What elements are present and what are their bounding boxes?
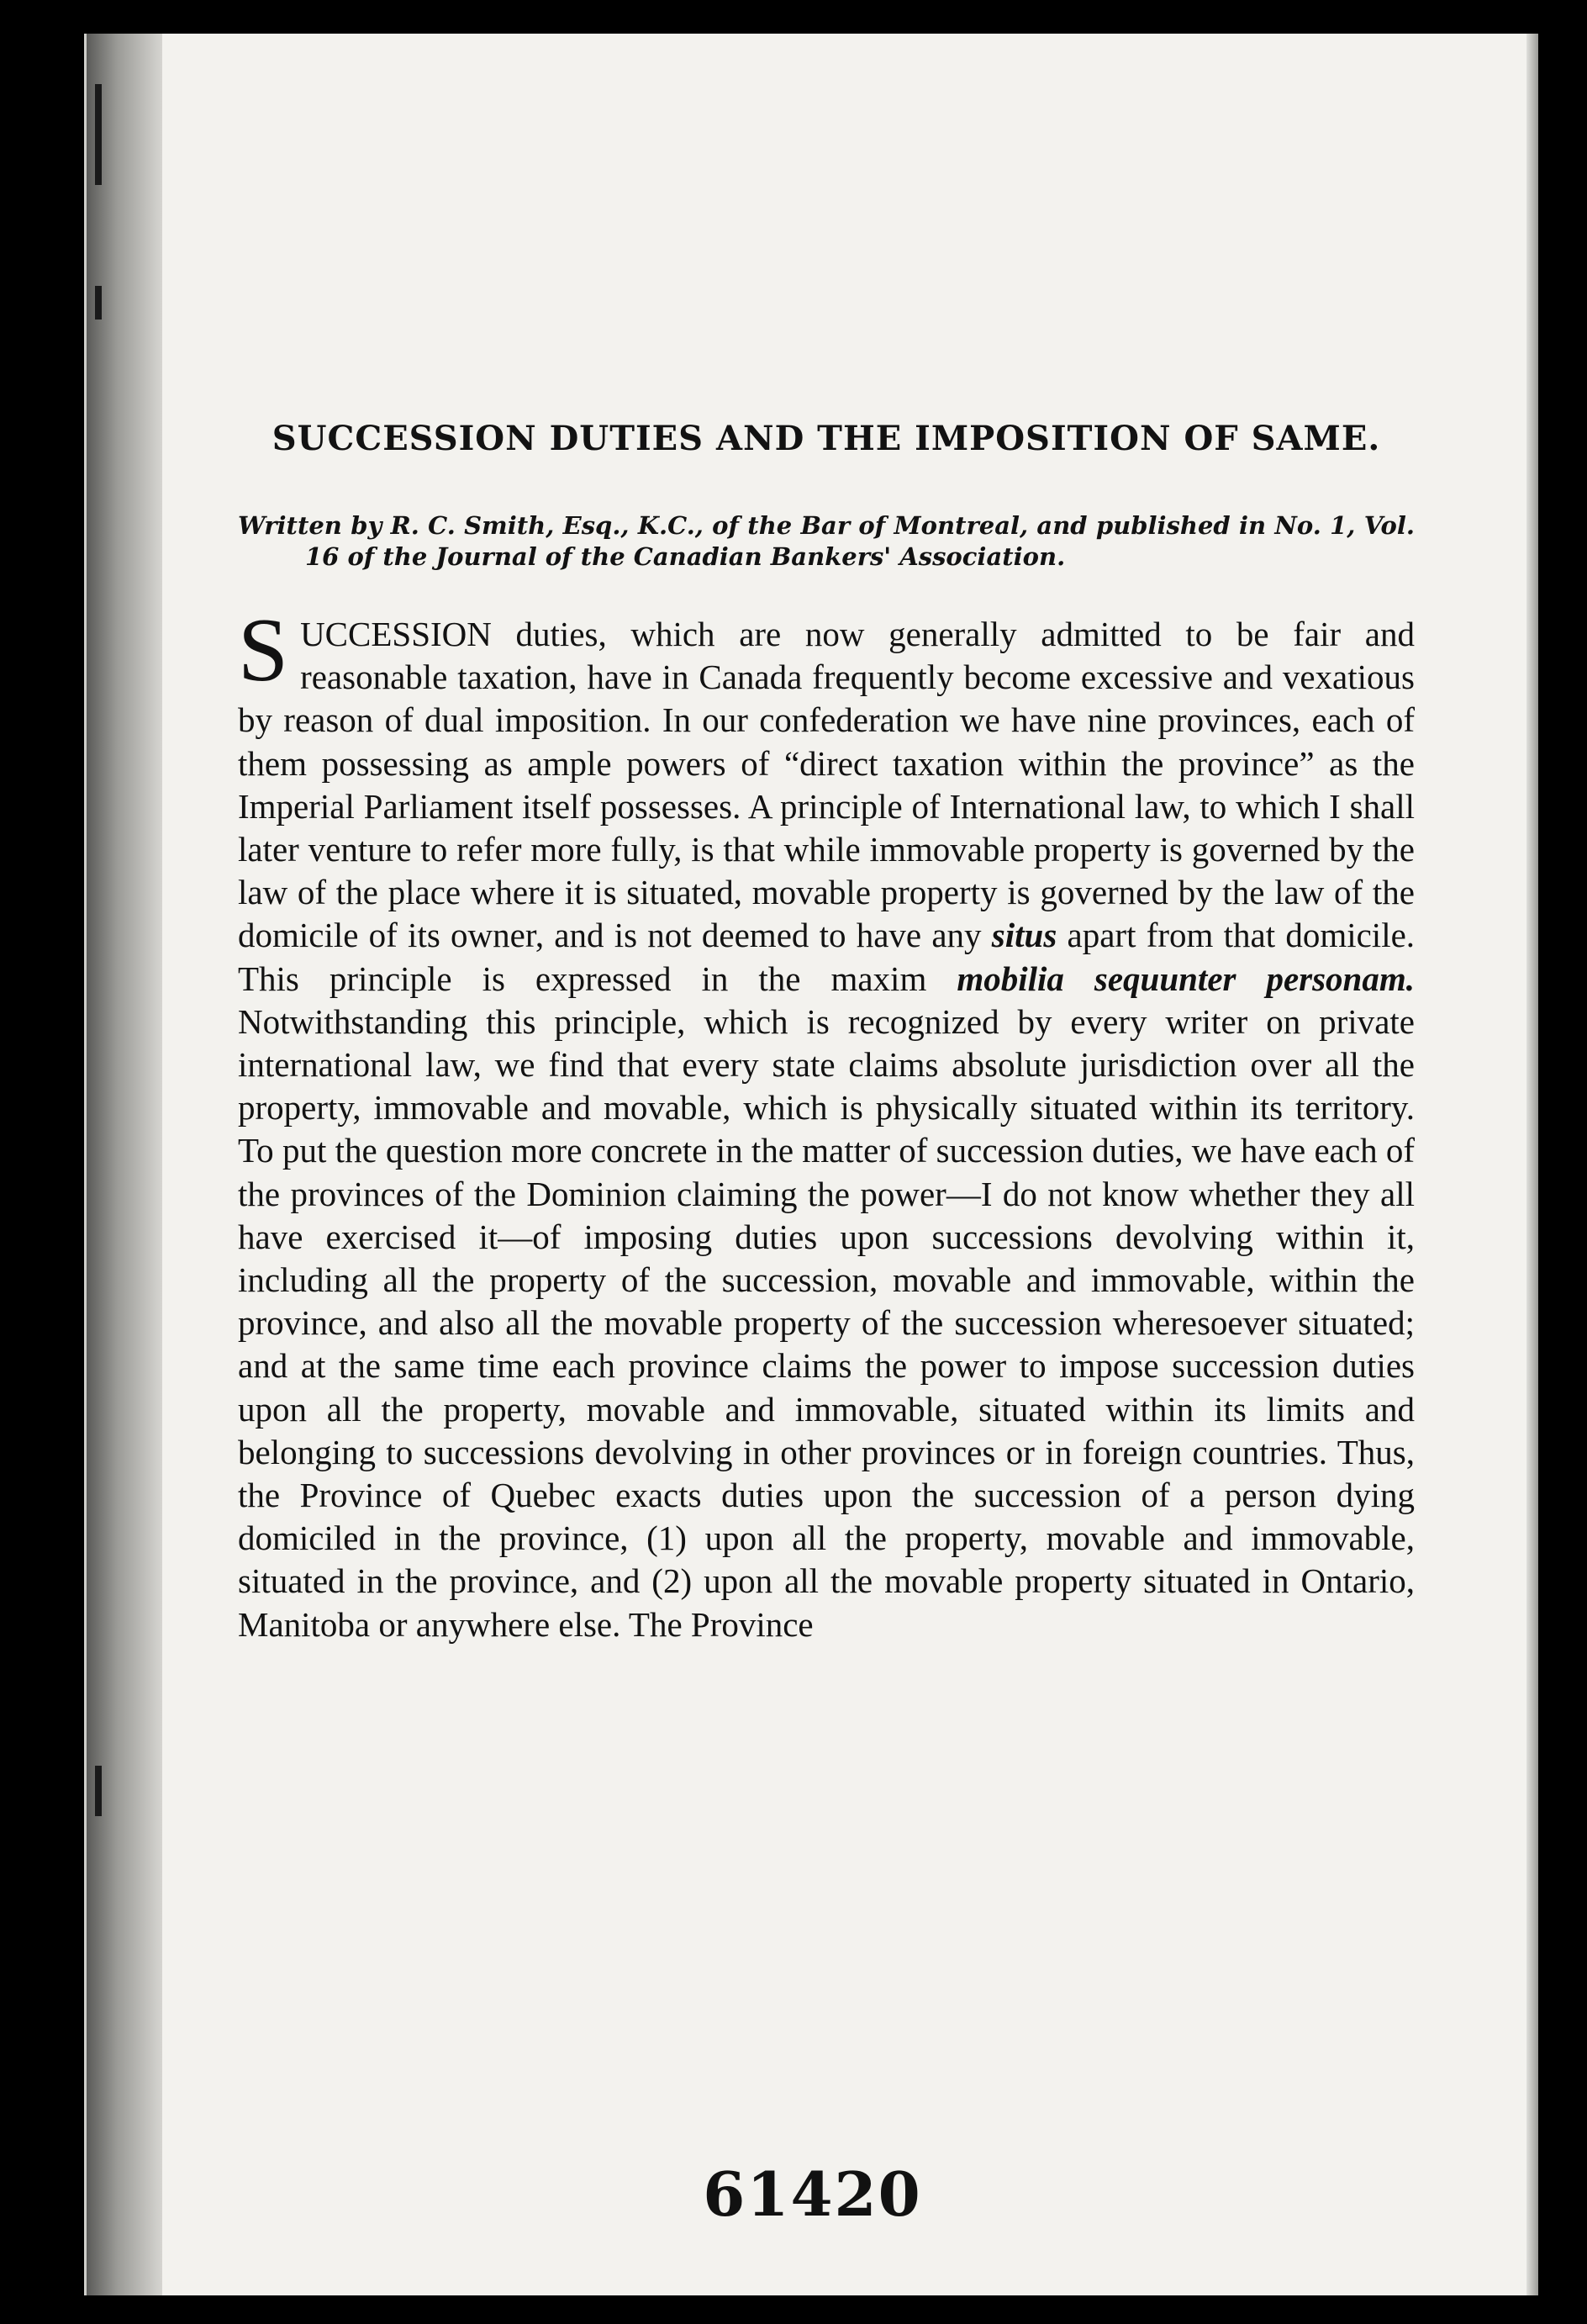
latin-maxim: mobilia sequunter personam. [957, 959, 1416, 998]
drop-cap: S [238, 600, 289, 700]
article-body [238, 600, 1416, 1646]
binding-gutter [87, 34, 162, 2295]
body-text-part: Notwithstanding this principle, which is recognized by every writer on private international law, we find that every state claims absolute jurisdiction over all the property, immovable and movable, which is physically situated within its territory. To put the question more concrete in the matter of succession duties, we have each of the provinces of the Dominion claiming the power—I do not know whether they all have exercised it—of imposing duties upon successions devolving within it, including all the property of the succession, movable and immovable, within the province, and also all the movable property of the succession wheresoever situated; and at the same time each province claims the power to impose succession duties upon all the property, movable and immovable, situated within its limits and belonging to successions devolving in other provinces or in foreign countries. Thus, the Province of Quebec exacts duties upon the succession of a person dying domiciled in the province, (1) upon all the property, movable and immovable, situated in the province, and (2) upon all the movable property situated in Ontario, Manitoba or anywhere else. The Province [238, 1001, 1415, 1644]
article [238, 416, 1415, 1646]
binding-mark [95, 84, 102, 185]
page-edge [1526, 34, 1538, 2295]
article-title: SUCCESSION DUTIES AND THE IMPOSITION OF SAME. [272, 419, 1381, 458]
page [84, 34, 1538, 2295]
body-text-part: apart from that domicile. This principle is expressed in the maxim [238, 916, 1416, 998]
body-text-part: UCCESSION duties, which are now generally admitted to be fair and reasonable taxation, have in Canada frequently become excessive and vexatious by reason of dual imposition. In our confederation we have nine provinces, each of them possessing as ample powers of “direct taxation within the province” as the Imperial Parliament itself possesses. A principle of International law, to which I shall later venture to refer more fully, is that while immovable property is governed by the law of the place where it is situated, movable property is governed by the law of the domicile of its owner, and is not deemed to have any [238, 615, 1415, 955]
binding-mark [95, 1766, 102, 1816]
page-number: 61420 [703, 2158, 922, 2230]
binding-mark [95, 286, 102, 320]
article-byline: Written by R. C. Smith, Esq., K.C., of the Bar of Montreal, and published in No. 1, Vol. 16 of the Journal of the Canadian Bankers' Association. [238, 511, 1415, 571]
italic-term: situs [991, 916, 1057, 955]
